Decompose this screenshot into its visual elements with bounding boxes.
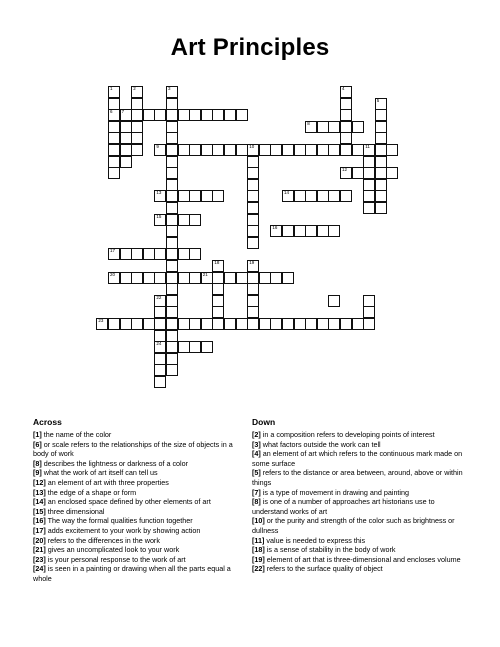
grid-cell[interactable] <box>247 167 259 179</box>
grid-cell[interactable] <box>154 272 166 284</box>
clue-label: [8] <box>33 458 42 468</box>
grid-cell[interactable] <box>201 144 213 156</box>
grid-cell[interactable] <box>166 272 178 284</box>
clue-number: 18 <box>214 260 220 265</box>
clue-number: 21 <box>202 271 208 277</box>
grid-cell[interactable] <box>166 341 178 353</box>
clue-text: adds excitement to your work by showing action <box>45 525 201 535</box>
across-clue <box>33 459 243 469</box>
clue-text: an enclosed space defined by other elements of art <box>45 497 211 507</box>
grid-cell[interactable] <box>131 132 143 144</box>
grid-cell[interactable] <box>375 179 387 191</box>
grid-cell[interactable] <box>189 318 201 330</box>
grid-cell[interactable] <box>247 156 259 168</box>
grid-cell[interactable] <box>259 272 271 284</box>
grid-cell[interactable] <box>166 330 178 342</box>
grid-cell[interactable] <box>212 260 224 272</box>
grid-cell[interactable] <box>166 167 178 179</box>
grid-cell[interactable] <box>247 214 259 226</box>
grid-cell[interactable] <box>247 260 259 272</box>
clue-label: [7] <box>252 487 261 497</box>
down-clue <box>252 545 470 555</box>
grid-cell[interactable] <box>108 144 120 156</box>
grid-cell[interactable] <box>131 248 143 260</box>
grid-cell[interactable] <box>154 364 166 376</box>
grid-cell[interactable] <box>224 318 236 330</box>
grid-cell[interactable] <box>340 318 352 330</box>
grid-cell[interactable] <box>120 121 132 133</box>
clue-number: 11 <box>365 144 370 149</box>
clue-text: the name of the color <box>41 430 112 439</box>
across-clue <box>33 536 243 546</box>
grid-cell[interactable] <box>120 248 132 260</box>
grid-cell[interactable] <box>178 144 190 156</box>
grid-cell[interactable] <box>352 121 364 133</box>
grid-cell[interactable] <box>375 109 387 121</box>
grid-cell[interactable] <box>154 144 166 156</box>
grid-cell[interactable] <box>166 98 178 110</box>
clue-number: 3 <box>168 86 171 91</box>
clue-number: 15 <box>156 213 162 219</box>
clue-label: [12] <box>33 477 46 487</box>
clue-label: [8] <box>252 497 261 507</box>
grid-cell[interactable] <box>363 295 375 307</box>
across-clue <box>33 488 243 498</box>
grid-cell[interactable] <box>189 272 201 284</box>
clue-text: what factors outside the work can tell <box>260 439 381 449</box>
grid-cell[interactable] <box>108 156 120 168</box>
clue-label: [16] <box>33 516 46 526</box>
grid-cell[interactable] <box>120 156 132 168</box>
page-title: Art Principles <box>170 34 330 61</box>
clue-label: [17] <box>33 525 46 535</box>
down-clue <box>252 488 470 498</box>
grid-cell[interactable] <box>212 109 224 121</box>
grid-cell[interactable] <box>166 202 178 214</box>
down-clue <box>252 449 470 468</box>
grid-cell[interactable] <box>154 353 166 365</box>
grid-cell[interactable] <box>131 98 143 110</box>
down-clue <box>252 468 470 487</box>
grid-cell[interactable] <box>352 144 364 156</box>
grid-cell[interactable] <box>236 144 248 156</box>
grid-cell[interactable] <box>120 318 132 330</box>
grid-cell[interactable] <box>212 272 224 284</box>
across-heading: Across <box>33 417 62 427</box>
across-clue <box>33 564 243 583</box>
grid-cell[interactable] <box>294 144 306 156</box>
grid-cell[interactable] <box>166 156 178 168</box>
grid-cell[interactable] <box>131 109 143 121</box>
grid-cell[interactable] <box>328 225 340 237</box>
across-clue-list <box>33 430 243 584</box>
grid-cell[interactable] <box>201 318 213 330</box>
grid-cell[interactable] <box>166 225 178 237</box>
grid-cell[interactable] <box>108 272 120 284</box>
grid-cell[interactable] <box>166 260 178 272</box>
grid-cell[interactable] <box>294 190 306 202</box>
grid-cell[interactable] <box>247 272 259 284</box>
clue-text: refers to the distance or area between, around, above or within things <box>252 468 463 487</box>
grid-cell[interactable] <box>224 144 236 156</box>
grid-cell[interactable] <box>294 318 306 330</box>
grid-cell[interactable] <box>375 132 387 144</box>
down-clue <box>252 555 470 565</box>
grid-cell[interactable] <box>328 295 340 307</box>
grid-cell[interactable] <box>363 179 375 191</box>
grid-cell[interactable] <box>166 295 178 307</box>
grid-cell[interactable] <box>328 318 340 330</box>
across-clue <box>33 468 243 478</box>
clue-label: [9] <box>33 468 42 478</box>
grid-cell[interactable] <box>120 272 132 284</box>
clue-text: value is needed to express this <box>264 535 366 545</box>
grid-cell[interactable] <box>154 190 166 202</box>
grid-cell[interactable] <box>363 156 375 168</box>
down-clue-list <box>252 430 470 574</box>
grid-cell[interactable] <box>178 214 190 226</box>
grid-cell[interactable] <box>178 248 190 260</box>
grid-cell[interactable] <box>189 109 201 121</box>
grid-cell[interactable] <box>270 225 282 237</box>
clue-number: 20 <box>110 271 116 277</box>
grid-cell[interactable] <box>189 144 201 156</box>
across-clue <box>33 516 243 526</box>
grid-cell[interactable] <box>131 272 143 284</box>
clue-number: 7 <box>121 109 125 115</box>
clue-number: 22 <box>156 294 162 300</box>
grid-cell[interactable] <box>154 318 166 330</box>
grid-cell[interactable] <box>120 144 132 156</box>
clue-label: [2] <box>252 430 261 439</box>
grid-cell[interactable] <box>317 190 329 202</box>
grid-cell[interactable] <box>166 318 178 330</box>
grid-cell[interactable] <box>212 144 224 156</box>
grid-cell[interactable] <box>131 144 143 156</box>
across-clue <box>33 478 243 488</box>
grid-cell[interactable] <box>247 295 259 307</box>
clue-label: [1] <box>33 430 42 439</box>
clue-number: 16 <box>272 225 278 231</box>
grid-cell[interactable] <box>386 167 398 179</box>
grid-cell[interactable] <box>282 225 294 237</box>
across-clue <box>33 497 243 507</box>
grid-cell[interactable] <box>247 318 259 330</box>
across-clue <box>33 545 243 555</box>
grid-cell[interactable] <box>317 121 329 133</box>
grid-cell[interactable] <box>108 132 120 144</box>
grid-cell[interactable] <box>247 190 259 202</box>
grid-cell[interactable] <box>178 272 190 284</box>
clue-text: an element of art with three properties <box>45 477 169 487</box>
grid-cell[interactable] <box>212 318 224 330</box>
grid-cell[interactable] <box>282 144 294 156</box>
grid-cell[interactable] <box>201 190 213 202</box>
grid-cell[interactable] <box>166 237 178 249</box>
down-heading: Down <box>252 417 276 427</box>
clue-number: 8 <box>307 120 310 126</box>
grid-cell[interactable] <box>270 272 282 284</box>
grid-cell[interactable] <box>178 341 190 353</box>
grid-cell[interactable] <box>108 86 120 98</box>
clue-label: [23] <box>33 554 46 564</box>
clue-label: [13] <box>33 487 46 497</box>
grid-cell[interactable] <box>340 132 352 144</box>
grid-cell[interactable] <box>108 109 120 121</box>
grid-cell[interactable] <box>305 225 317 237</box>
grid-cell[interactable] <box>108 248 120 260</box>
clues-section <box>0 416 500 646</box>
grid-cell[interactable] <box>340 190 352 202</box>
grid-cell[interactable] <box>375 202 387 214</box>
grid-cell[interactable] <box>363 306 375 318</box>
clue-label: [24] <box>33 564 46 574</box>
clue-number: 6 <box>110 109 113 115</box>
grid-cell[interactable] <box>212 283 224 295</box>
grid-cell[interactable] <box>352 167 364 179</box>
across-clue <box>33 440 243 459</box>
grid-cell[interactable] <box>189 214 201 226</box>
clue-text: or the purity and strength of the color such as brightness or dullness <box>252 516 455 535</box>
clue-label: [21] <box>33 545 46 555</box>
grid-cell[interactable] <box>224 272 236 284</box>
clue-number: 23 <box>98 318 104 323</box>
grid-cell[interactable] <box>166 86 178 98</box>
grid-cell[interactable] <box>154 330 166 342</box>
grid-cell[interactable] <box>247 237 259 249</box>
grid-cell[interactable] <box>131 318 143 330</box>
grid-cell[interactable] <box>154 341 166 353</box>
clue-number: 4 <box>342 86 345 91</box>
clue-number: 19 <box>249 260 255 265</box>
grid-cell[interactable] <box>108 167 120 179</box>
grid-cell[interactable] <box>201 272 213 284</box>
grid-cell[interactable] <box>328 144 340 156</box>
clue-text: is a type of movement in drawing and painting <box>260 487 410 497</box>
grid-cell[interactable] <box>108 318 120 330</box>
grid-cell[interactable] <box>270 318 282 330</box>
grid-cell[interactable] <box>201 109 213 121</box>
grid-cell[interactable] <box>143 248 155 260</box>
clue-text: describes the lightness or darkness of a color <box>41 458 189 468</box>
grid-cell[interactable] <box>259 318 271 330</box>
clue-text: gives an uncomplicated look to your work <box>45 545 180 555</box>
grid-cell[interactable] <box>96 318 108 330</box>
grid-cell[interactable] <box>305 190 317 202</box>
grid-cell[interactable] <box>340 144 352 156</box>
grid-cell[interactable] <box>166 248 178 260</box>
clue-label: [3] <box>252 439 261 449</box>
grid-cell[interactable] <box>305 121 317 133</box>
clue-text: in a composition refers to developing points of interest <box>260 430 435 439</box>
grid-cell[interactable] <box>375 121 387 133</box>
clue-text: an element of art which refers to the continuous mark made on some surface <box>252 449 463 468</box>
down-clue <box>252 497 470 516</box>
grid-cell[interactable] <box>305 318 317 330</box>
grid-cell[interactable] <box>120 132 132 144</box>
grid-cell[interactable] <box>166 132 178 144</box>
grid-cell[interactable] <box>236 318 248 330</box>
grid-cell[interactable] <box>282 318 294 330</box>
grid-cell[interactable] <box>247 306 259 318</box>
across-clue <box>33 526 243 536</box>
clue-label: [5] <box>252 468 261 478</box>
grid-cell[interactable] <box>143 109 155 121</box>
grid-cell[interactable] <box>247 179 259 191</box>
down-clue <box>252 536 470 546</box>
grid-cell[interactable] <box>247 283 259 295</box>
clue-label: [6] <box>33 439 42 449</box>
grid-cell[interactable] <box>189 341 201 353</box>
grid-cell[interactable] <box>154 248 166 260</box>
clue-number: 1 <box>110 86 113 91</box>
grid-cell[interactable] <box>282 190 294 202</box>
grid-cell[interactable] <box>340 121 352 133</box>
clue-number: 12 <box>342 167 348 173</box>
down-clue <box>252 440 470 450</box>
grid-cell[interactable] <box>201 341 213 353</box>
grid-cell[interactable] <box>108 98 120 110</box>
grid-cell[interactable] <box>375 144 387 156</box>
grid-cell[interactable] <box>340 86 352 98</box>
clue-label: [4] <box>252 449 261 459</box>
clue-text: is one of a number of approaches art historians use to understand works of art <box>252 497 435 516</box>
clue-text: is your personal response to the work of art <box>45 554 186 564</box>
grid-cell[interactable] <box>224 109 236 121</box>
grid-cell[interactable] <box>120 109 132 121</box>
grid-cell[interactable] <box>189 190 201 202</box>
grid-cell[interactable] <box>363 202 375 214</box>
grid-cell[interactable] <box>166 306 178 318</box>
clue-label: [15] <box>33 506 46 516</box>
clue-number: 13 <box>156 190 162 196</box>
grid-cell[interactable] <box>247 202 259 214</box>
grid-cell[interactable] <box>236 109 248 121</box>
clue-text: is seen in a painting or drawing when all the parts equal a whole <box>33 564 231 583</box>
grid-cell[interactable] <box>340 109 352 121</box>
grid-cell[interactable] <box>363 190 375 202</box>
grid-cell[interactable] <box>166 109 178 121</box>
grid-cell[interactable] <box>340 167 352 179</box>
grid-cell[interactable] <box>363 144 375 156</box>
grid-cell[interactable] <box>305 144 317 156</box>
clue-text: or scale refers to the relationships of the size of objects in a body of work <box>33 439 233 459</box>
grid-cell[interactable] <box>166 364 178 376</box>
grid-cell[interactable] <box>108 121 120 133</box>
clue-text: is a sense of stability in the body of work <box>264 545 396 555</box>
grid-cell[interactable] <box>178 318 190 330</box>
grid-cell[interactable] <box>189 248 201 260</box>
down-clue <box>252 564 470 574</box>
clue-number: 17 <box>110 248 116 254</box>
grid-cell[interactable] <box>363 318 375 330</box>
clue-text: three dimensional <box>45 506 105 516</box>
down-clue <box>252 516 470 535</box>
grid-cell[interactable] <box>166 179 178 191</box>
grid-cell[interactable] <box>166 283 178 295</box>
grid-cell[interactable] <box>212 295 224 307</box>
clue-number: 14 <box>284 190 290 196</box>
grid-cell[interactable] <box>375 190 387 202</box>
grid-cell[interactable] <box>270 144 282 156</box>
grid-cell[interactable] <box>375 167 387 179</box>
clue-label: [10] <box>252 516 265 526</box>
grid-cell[interactable] <box>154 109 166 121</box>
across-clue <box>33 555 243 565</box>
clue-label: [19] <box>252 554 265 564</box>
grid-cell[interactable] <box>212 306 224 318</box>
grid-cell[interactable] <box>317 318 329 330</box>
grid-cell[interactable] <box>154 376 166 388</box>
grid-cell[interactable] <box>166 190 178 202</box>
clue-number: 5 <box>376 97 380 103</box>
clue-number: 10 <box>249 144 255 149</box>
grid-cell[interactable] <box>131 121 143 133</box>
grid-cell[interactable] <box>294 225 306 237</box>
grid-cell[interactable] <box>143 272 155 284</box>
clue-text: what the work of art itself can tell us <box>41 468 158 478</box>
grid-cell[interactable] <box>317 225 329 237</box>
clue-number: 2 <box>133 86 136 91</box>
grid-cell[interactable] <box>178 190 190 202</box>
grid-cell[interactable] <box>154 306 166 318</box>
clue-number: 9 <box>156 144 159 149</box>
grid-cell[interactable] <box>328 190 340 202</box>
grid-cell[interactable] <box>143 318 155 330</box>
grid-cell[interactable] <box>386 144 398 156</box>
down-clues <box>252 416 470 574</box>
clue-number: 24 <box>156 341 162 347</box>
grid-cell[interactable] <box>340 98 352 110</box>
clue-label: [20] <box>33 535 46 545</box>
grid-cell[interactable] <box>352 318 364 330</box>
grid-cell[interactable] <box>166 214 178 226</box>
across-clue <box>33 430 243 440</box>
clue-label: [11] <box>252 535 265 545</box>
grid-cell[interactable] <box>166 353 178 365</box>
grid-cell[interactable] <box>328 121 340 133</box>
across-clues <box>33 416 243 584</box>
clue-text: refers to the differences in the work <box>45 535 160 545</box>
grid-cell[interactable] <box>154 214 166 226</box>
grid-cell[interactable] <box>317 144 329 156</box>
grid-cell[interactable] <box>131 86 143 98</box>
clue-text: The way the formal qualities function together <box>45 516 193 526</box>
down-clue <box>252 430 470 440</box>
grid-cell[interactable] <box>363 167 375 179</box>
grid-cell[interactable] <box>236 272 248 284</box>
grid-cell[interactable] <box>212 190 224 202</box>
clue-text: refers to the surface quality of object <box>264 564 383 574</box>
grid-cell[interactable] <box>375 156 387 168</box>
grid-cell[interactable] <box>375 98 387 110</box>
grid-cell[interactable] <box>247 225 259 237</box>
clue-label: [14] <box>33 497 46 507</box>
across-clue <box>33 507 243 517</box>
grid-cell[interactable] <box>259 144 271 156</box>
grid-cell[interactable] <box>154 295 166 307</box>
grid-cell[interactable] <box>247 144 259 156</box>
clue-text: element of art that is three-dimensional and encloses volume <box>264 554 461 564</box>
clue-label: [22] <box>252 564 265 574</box>
grid-cell[interactable] <box>166 144 178 156</box>
grid-cell[interactable] <box>282 272 294 284</box>
clue-label: [18] <box>252 545 265 555</box>
clue-text: the edge of a shape or form <box>45 487 137 497</box>
grid-cell[interactable] <box>178 109 190 121</box>
grid-cell[interactable] <box>166 121 178 133</box>
